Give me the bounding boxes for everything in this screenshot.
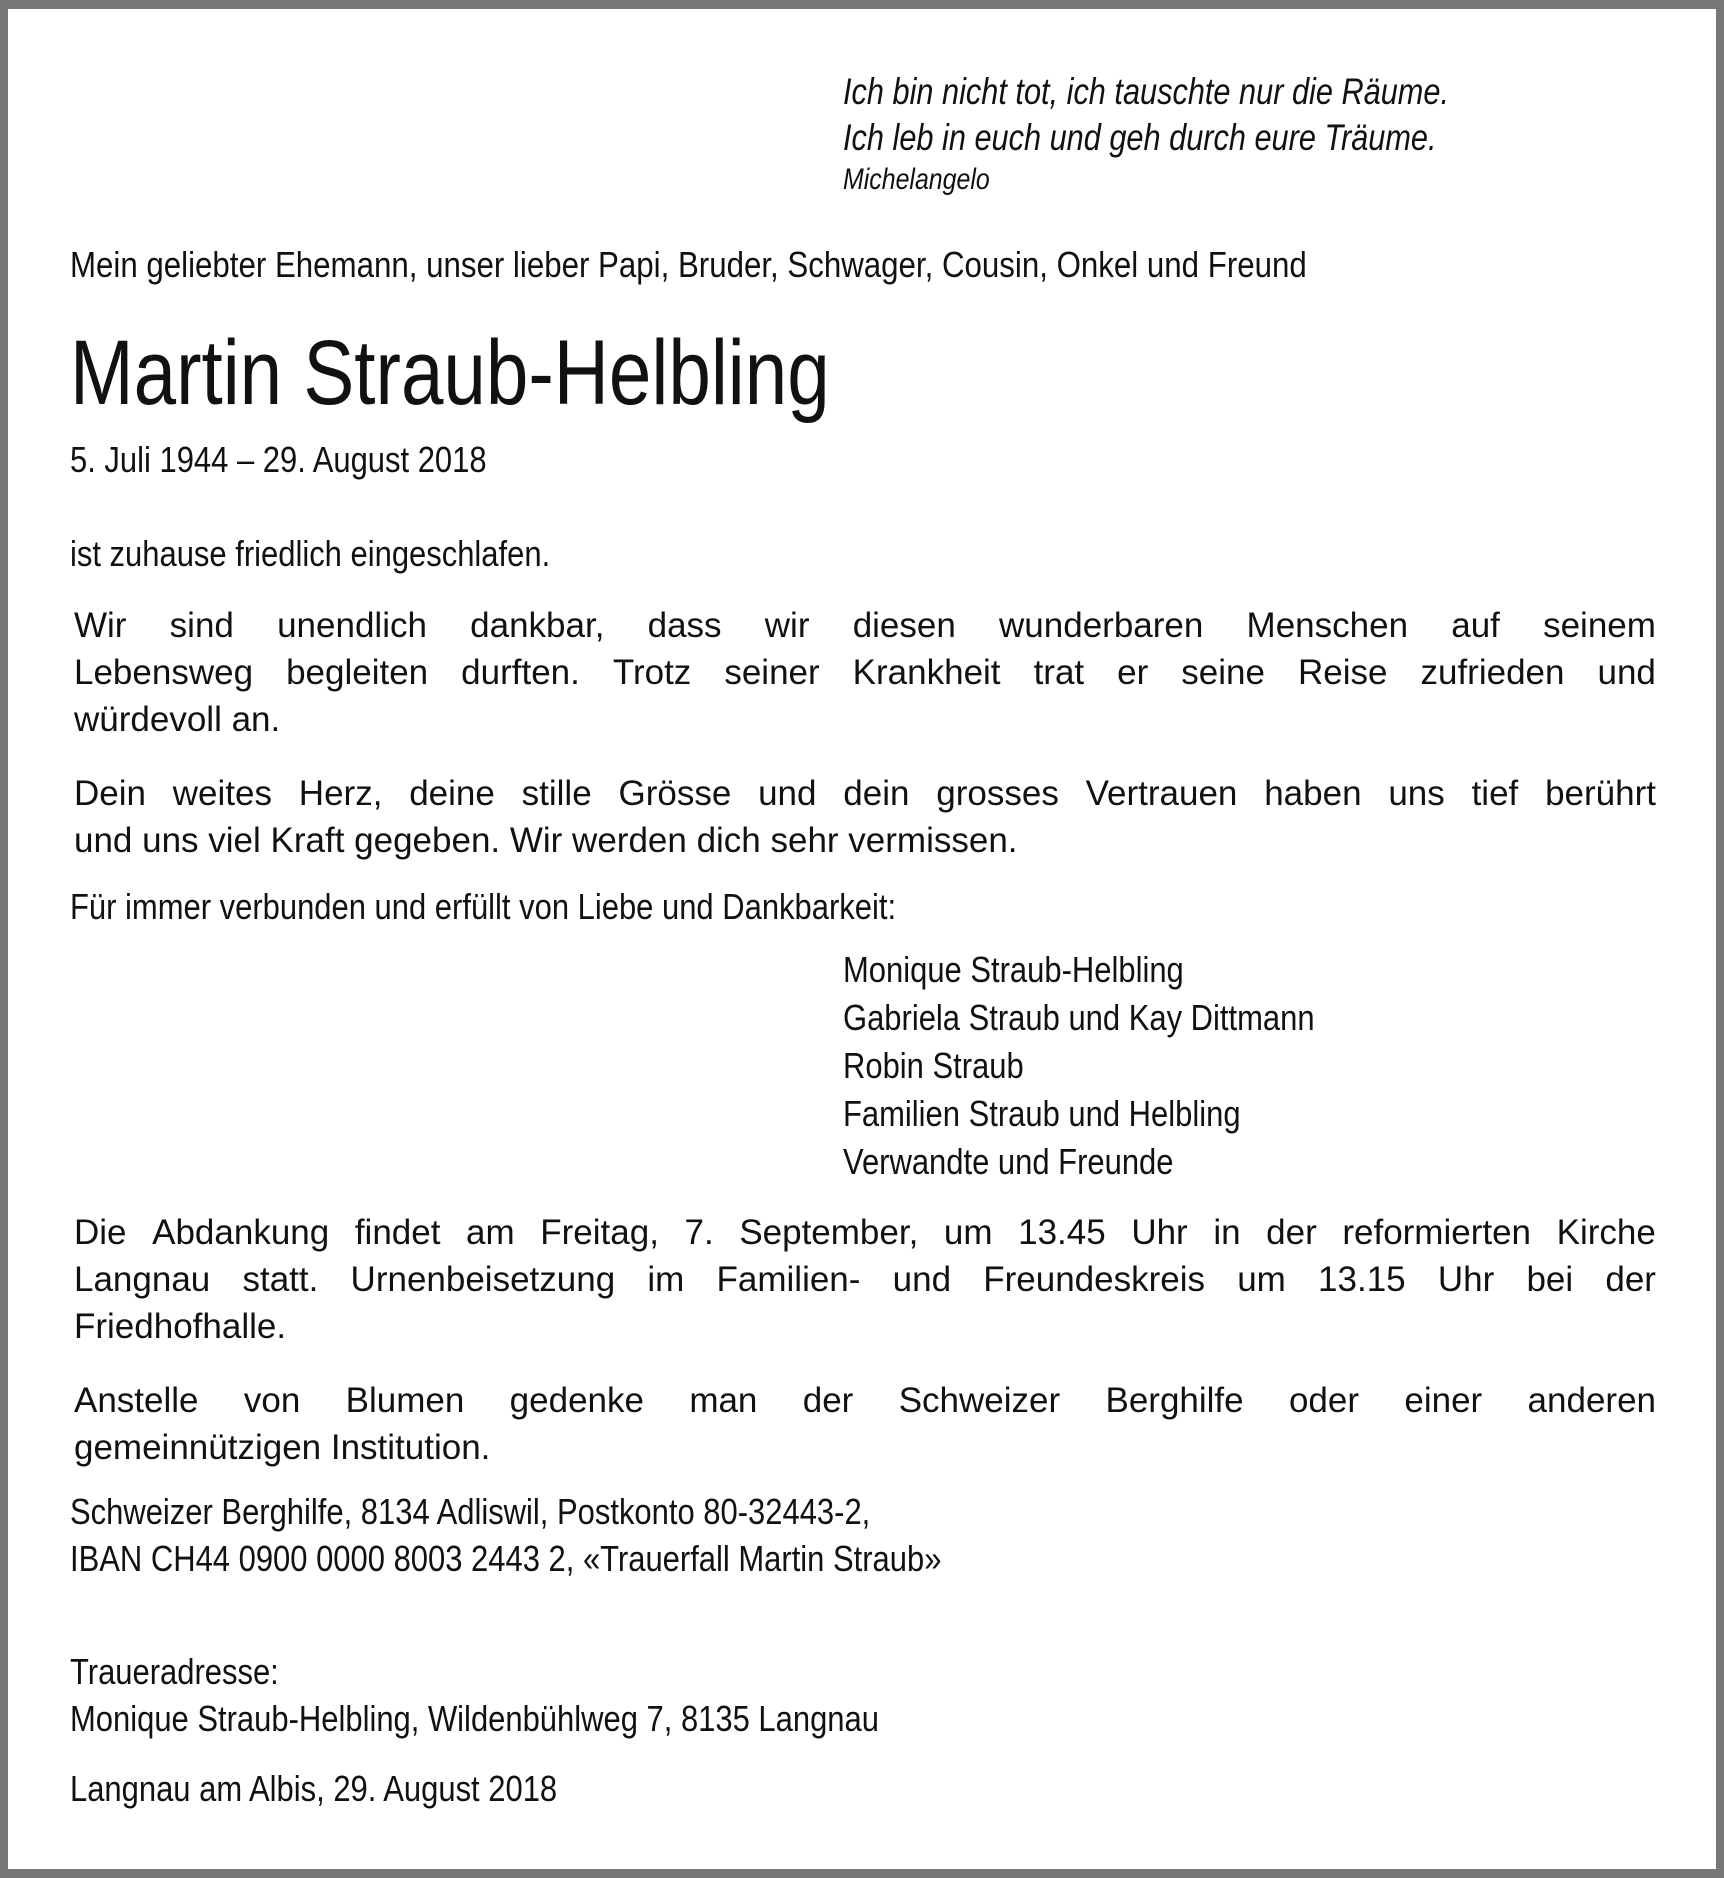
word: stille <box>521 774 592 813</box>
epigraph-line: Ich bin nicht tot, ich tauschte nur die Räume. <box>843 71 1450 112</box>
word: Wir <box>74 606 127 645</box>
word: Berghilfe <box>1105 1381 1244 1420</box>
signer: Familien Straub und Helbling <box>843 1093 1241 1134</box>
passed-away-text: ist zuhause friedlich eingeschlafen. <box>70 533 551 574</box>
word: Uhr <box>1437 1260 1495 1299</box>
word: trat <box>1033 653 1085 692</box>
word: durften. <box>461 653 580 692</box>
word: deine <box>409 774 495 813</box>
word: Menschen <box>1246 606 1409 645</box>
word: Herz, <box>298 774 383 813</box>
donation-paragraph <box>74 1377 1656 1471</box>
word: berührt <box>1545 774 1656 813</box>
word: Schweizer <box>898 1381 1061 1420</box>
word: 13.45 <box>1018 1213 1106 1252</box>
signer: Monique Straub-Helbling <box>843 949 1184 990</box>
word: er <box>1117 653 1149 692</box>
word: dass <box>647 606 722 645</box>
mourning-address: Monique Straub-Helbling, Wildenbühlweg 7, 8135 Langnau <box>70 1698 879 1739</box>
paragraph-line <box>74 1377 1656 1424</box>
intro-line: Mein geliebter Ehemann, unser lieber Papi, Bruder, Schwager, Cousin, Onkel und Freund <box>70 244 1307 285</box>
word: Dein <box>74 774 146 813</box>
word: Uhr <box>1131 1213 1188 1252</box>
word: dein <box>843 774 910 813</box>
word: bei <box>1526 1260 1574 1299</box>
word: seine <box>1181 653 1265 692</box>
word: wir <box>764 606 810 645</box>
word: auf <box>1451 606 1500 645</box>
word: Trotz <box>612 653 692 692</box>
donation-account: Schweizer Berghilfe, 8134 Adliswil, Postkonto 80-32443-2, <box>70 1491 871 1532</box>
word: Urnenbeisetzung <box>350 1260 616 1299</box>
word: wunderbaren <box>999 606 1204 645</box>
signer: Robin Straub <box>843 1045 1024 1086</box>
obituary-notice <box>8 9 1716 1869</box>
paragraph-line <box>74 770 1656 817</box>
epigraph <box>843 71 1573 197</box>
word: Lebensweg <box>74 653 254 692</box>
word: Freundeskreis <box>983 1260 1206 1299</box>
word: Kirche <box>1556 1213 1656 1252</box>
word: der <box>1266 1213 1317 1252</box>
word: grosses <box>936 774 1059 813</box>
word: diesen <box>852 606 956 645</box>
signers-list <box>843 949 1391 1189</box>
word: 7. <box>684 1213 714 1252</box>
word: und <box>892 1260 952 1299</box>
word: und <box>758 774 817 813</box>
word: dankbar, <box>470 606 605 645</box>
word: zufrieden <box>1420 653 1565 692</box>
word: 13.15 <box>1318 1260 1406 1299</box>
signer: Verwandte und Freunde <box>843 1141 1174 1182</box>
word: Freitag, <box>540 1213 659 1252</box>
word: sind <box>169 606 234 645</box>
word: Familien- <box>716 1260 861 1299</box>
word: und <box>1597 653 1656 692</box>
word: anderen <box>1527 1381 1656 1420</box>
word: unendlich <box>277 606 427 645</box>
word: September, <box>739 1213 919 1252</box>
word: einer <box>1404 1381 1483 1420</box>
word: Reise <box>1297 653 1388 692</box>
word: seiner <box>724 653 820 692</box>
word: reformierten <box>1342 1213 1532 1252</box>
paragraph-line: gemeinnützigen Institution. <box>74 1428 491 1467</box>
word: um <box>943 1213 993 1252</box>
word: Die <box>74 1213 127 1252</box>
signer: Gabriela Straub und Kay Dittmann <box>843 997 1315 1038</box>
paragraph-line <box>74 602 1656 649</box>
paragraph-line <box>74 1209 1656 1256</box>
closing-line: Für immer verbunden und erfüllt von Liebe und Dankbarkeit: <box>70 886 897 927</box>
place-and-date: Langnau am Albis, 29. August 2018 <box>70 1768 558 1809</box>
epigraph-author: Michelangelo <box>843 163 990 196</box>
farewell-paragraph <box>74 770 1656 864</box>
paragraph-line <box>74 649 1656 696</box>
word: seinem <box>1543 606 1656 645</box>
word: statt. <box>242 1260 319 1299</box>
gratitude-paragraph <box>74 602 1656 743</box>
word: Krankheit <box>852 653 1001 692</box>
word: uns <box>1388 774 1445 813</box>
paragraph-line <box>74 1256 1656 1303</box>
word: der <box>802 1381 854 1420</box>
word: weites <box>172 774 272 813</box>
word: der <box>1605 1260 1656 1299</box>
word: Vertrauen <box>1085 774 1238 813</box>
word: man <box>689 1381 758 1420</box>
paragraph-line: würdevoll an. <box>74 700 281 739</box>
word: im <box>647 1260 685 1299</box>
word: in <box>1213 1213 1241 1252</box>
deceased-name: Martin Straub-Helbling <box>70 322 830 424</box>
word: am <box>466 1213 515 1252</box>
word: findet <box>354 1213 441 1252</box>
paragraph-line: und uns viel Kraft gegeben. Wir werden dich sehr vermissen. <box>74 821 1018 860</box>
word: um <box>1237 1260 1286 1299</box>
epigraph-line: Ich leb in euch und geh durch eure Träume. <box>843 117 1437 158</box>
word: Blumen <box>345 1381 465 1420</box>
address-label: Traueradresse: <box>70 1651 279 1692</box>
word: haben <box>1264 774 1362 813</box>
word: von <box>243 1381 301 1420</box>
word: Abdankung <box>152 1213 330 1252</box>
word: Anstelle <box>74 1381 199 1420</box>
paragraph-line: Friedhofhalle. <box>74 1307 287 1346</box>
word: oder <box>1288 1381 1360 1420</box>
service-paragraph <box>74 1209 1656 1350</box>
word: gedenke <box>509 1381 644 1420</box>
donation-iban: IBAN CH44 0900 0000 8003 2443 2, «Trauerfall Martin Straub» <box>70 1538 942 1579</box>
life-dates: 5. Juli 1944 – 29. August 2018 <box>70 439 487 480</box>
word: begleiten <box>286 653 429 692</box>
word: Grösse <box>618 774 732 813</box>
word: tief <box>1471 774 1519 813</box>
word: Langnau <box>74 1260 211 1299</box>
